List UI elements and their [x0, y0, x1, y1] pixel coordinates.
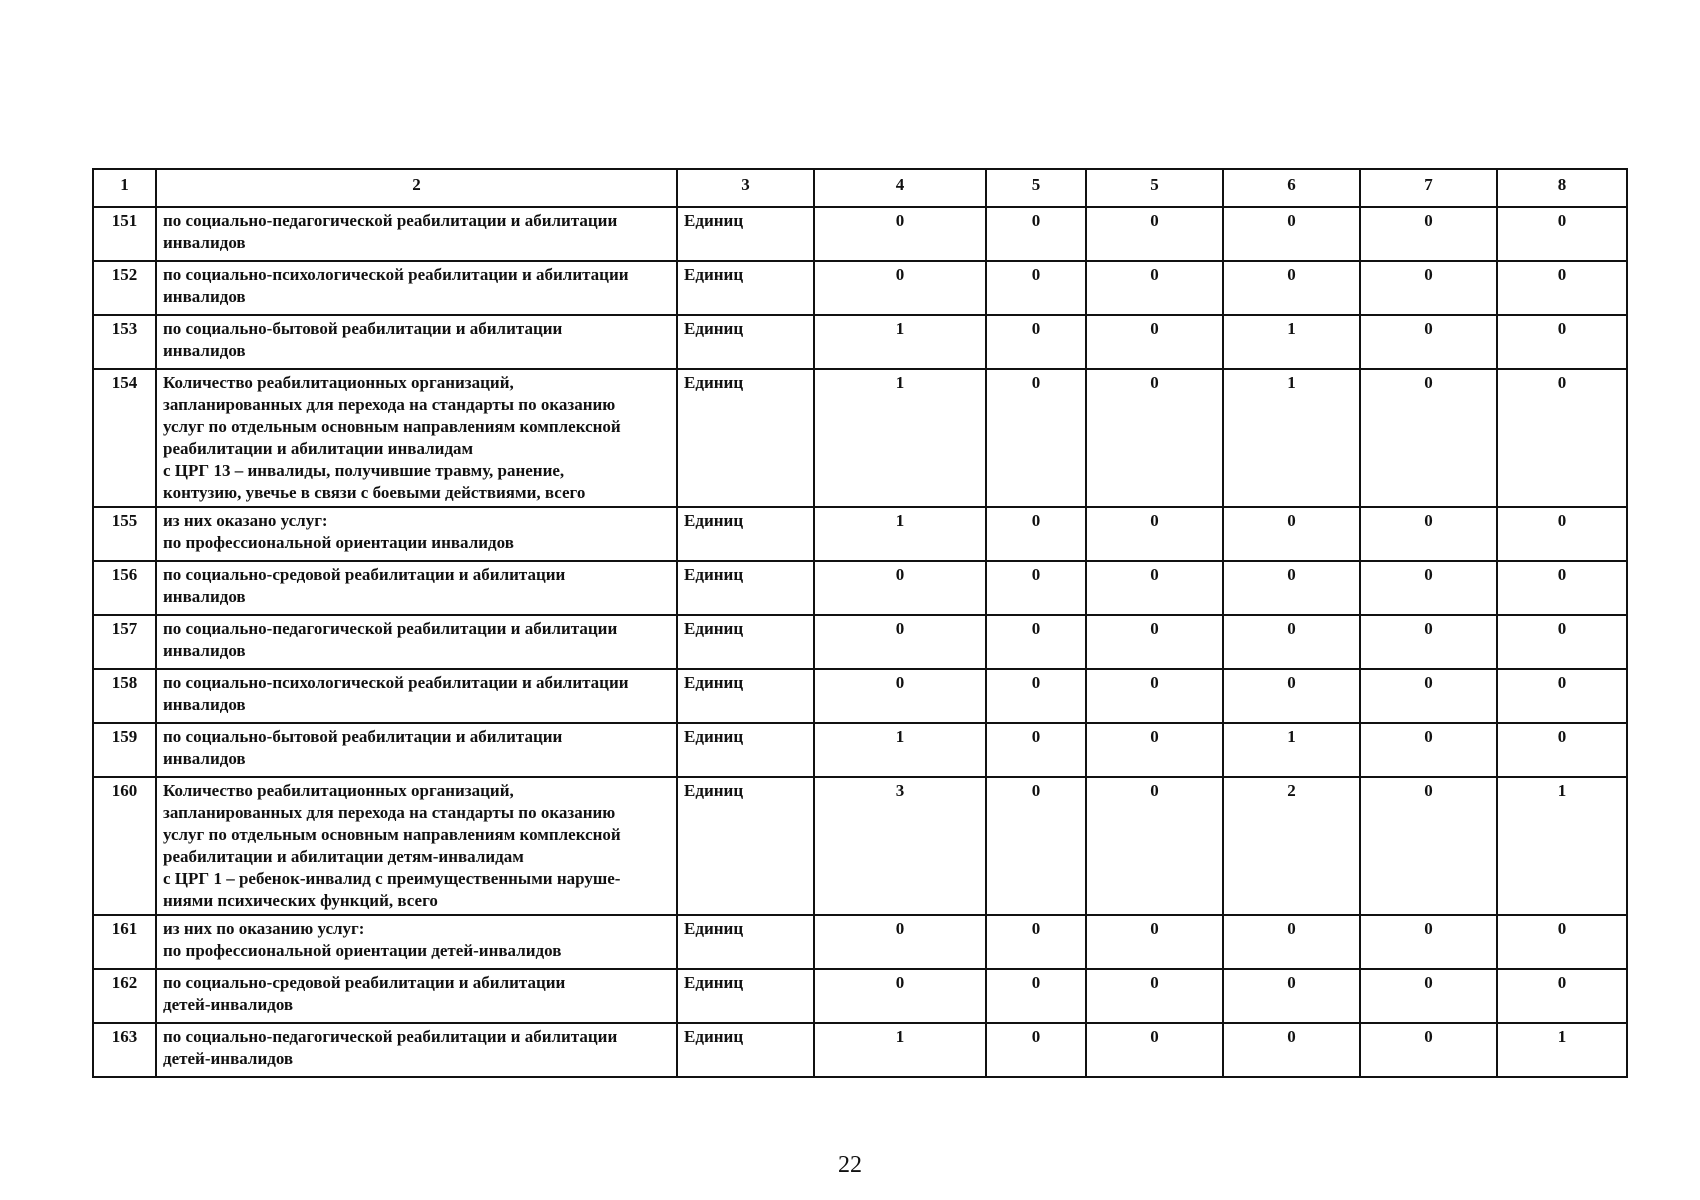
- value-cell: 0: [814, 261, 986, 315]
- description-line: инвалидов: [163, 341, 246, 360]
- table-row: [93, 669, 1627, 723]
- value-cell: 0: [1223, 1023, 1360, 1077]
- value-cell: 0: [1360, 369, 1497, 507]
- unit-cell: Единиц: [677, 777, 814, 915]
- indicator-description-cell: [156, 561, 677, 615]
- value-cell: 0: [986, 615, 1086, 669]
- row-number-cell: 156: [93, 561, 156, 615]
- row-number-cell: 152: [93, 261, 156, 315]
- row-number-cell: 155: [93, 507, 156, 561]
- value-cell: 0: [986, 507, 1086, 561]
- value-cell: 0: [814, 969, 986, 1023]
- unit-cell: Единиц: [677, 369, 814, 507]
- value-cell: 0: [1086, 777, 1223, 915]
- value-cell: 0: [1086, 915, 1223, 969]
- value-cell: 1: [814, 723, 986, 777]
- description-line: по социально-средовой реабилитации и абилитации: [163, 565, 566, 584]
- value-cell: 0: [1223, 561, 1360, 615]
- value-cell: 0: [986, 261, 1086, 315]
- table-header-row: [93, 169, 1627, 207]
- statistics-table: [92, 168, 1628, 1078]
- description-line: контузию, увечье в связи с боевыми действиями, всего: [163, 483, 586, 502]
- unit-cell: Единиц: [677, 261, 814, 315]
- table-row: [93, 261, 1627, 315]
- value-cell: 0: [814, 615, 986, 669]
- table-row: [93, 777, 1627, 915]
- description-line: запланированных для перехода на стандарты по оказанию: [163, 395, 616, 414]
- value-cell: 0: [1497, 369, 1627, 507]
- value-cell: 0: [1086, 615, 1223, 669]
- value-cell: 0: [1497, 669, 1627, 723]
- row-number-cell: 154: [93, 369, 156, 507]
- table-row: [93, 561, 1627, 615]
- value-cell: 0: [1360, 615, 1497, 669]
- description-line: из них оказано услуг:: [163, 511, 328, 530]
- column-header-cell: 4: [814, 169, 986, 207]
- value-cell: 0: [1086, 261, 1223, 315]
- unit-cell: Единиц: [677, 915, 814, 969]
- value-cell: 0: [1223, 261, 1360, 315]
- page-number: 22: [838, 1152, 862, 1178]
- description-line: инвалидов: [163, 641, 246, 660]
- value-cell: 0: [986, 723, 1086, 777]
- value-cell: 0: [1223, 969, 1360, 1023]
- table-row: [93, 915, 1627, 969]
- value-cell: 0: [1497, 261, 1627, 315]
- value-cell: 0: [986, 561, 1086, 615]
- value-cell: 0: [1360, 969, 1497, 1023]
- value-cell: 1: [1223, 369, 1360, 507]
- table-row: [93, 615, 1627, 669]
- description-line: с ЦРГ 1 – ребенок-инвалид с преимущественными наруше-: [163, 869, 621, 888]
- value-cell: 0: [1086, 561, 1223, 615]
- column-header-cell: 1: [93, 169, 156, 207]
- description-line: по социально-бытовой реабилитации и абилитации: [163, 319, 563, 338]
- value-cell: 0: [1223, 615, 1360, 669]
- description-line: по социально-педагогической реабилитации и абилитации: [163, 619, 618, 638]
- row-number-cell: 153: [93, 315, 156, 369]
- row-number-cell: 159: [93, 723, 156, 777]
- value-cell: 0: [986, 915, 1086, 969]
- value-cell: 1: [814, 315, 986, 369]
- value-cell: 1: [1497, 1023, 1627, 1077]
- unit-cell: Единиц: [677, 969, 814, 1023]
- value-cell: 0: [986, 669, 1086, 723]
- value-cell: 0: [1497, 969, 1627, 1023]
- description-line: по социально-педагогической реабилитации и абилитации: [163, 211, 618, 230]
- value-cell: 0: [1497, 723, 1627, 777]
- value-cell: 0: [1497, 207, 1627, 261]
- description-line: по социально-педагогической реабилитации и абилитации: [163, 1027, 618, 1046]
- indicator-description-cell: [156, 369, 677, 507]
- value-cell: 0: [1360, 261, 1497, 315]
- value-cell: 1: [814, 369, 986, 507]
- description-line: инвалидов: [163, 749, 246, 768]
- value-cell: 1: [814, 1023, 986, 1077]
- description-line: детей-инвалидов: [163, 995, 294, 1014]
- table-row: [93, 723, 1627, 777]
- unit-cell: Единиц: [677, 561, 814, 615]
- value-cell: 0: [1223, 507, 1360, 561]
- description-line: инвалидов: [163, 695, 246, 714]
- column-header-cell: 3: [677, 169, 814, 207]
- description-line: по социально-психологической реабилитации и абилитации: [163, 265, 629, 284]
- description-line: Количество реабилитационных организаций,: [163, 781, 514, 800]
- value-cell: 0: [1360, 315, 1497, 369]
- row-number-cell: 157: [93, 615, 156, 669]
- value-cell: 0: [1497, 915, 1627, 969]
- description-line: инвалидов: [163, 587, 246, 606]
- value-cell: 0: [1086, 969, 1223, 1023]
- row-number-cell: 161: [93, 915, 156, 969]
- unit-cell: Единиц: [677, 615, 814, 669]
- description-line: по профессиональной ориентации инвалидов: [163, 533, 514, 552]
- value-cell: 0: [1497, 615, 1627, 669]
- value-cell: 3: [814, 777, 986, 915]
- indicator-description-cell: [156, 723, 677, 777]
- indicator-description-cell: [156, 1023, 677, 1077]
- value-cell: 0: [1086, 315, 1223, 369]
- column-header-cell: 8: [1497, 169, 1627, 207]
- column-header-cell: 5: [986, 169, 1086, 207]
- indicator-description-cell: [156, 615, 677, 669]
- value-cell: 0: [1086, 369, 1223, 507]
- unit-cell: Единиц: [677, 723, 814, 777]
- description-line: по социально-бытовой реабилитации и абилитации: [163, 727, 563, 746]
- value-cell: 0: [1360, 669, 1497, 723]
- column-header-cell: 7: [1360, 169, 1497, 207]
- description-line: по профессиональной ориентации детей-инвалидов: [163, 941, 562, 960]
- value-cell: 0: [814, 915, 986, 969]
- table-row: [93, 315, 1627, 369]
- value-cell: 1: [1223, 315, 1360, 369]
- unit-cell: Единиц: [677, 207, 814, 261]
- indicator-description-cell: [156, 507, 677, 561]
- indicator-description-cell: [156, 207, 677, 261]
- value-cell: 1: [1223, 723, 1360, 777]
- description-line: запланированных для перехода на стандарты по оказанию: [163, 803, 616, 822]
- value-cell: 0: [814, 669, 986, 723]
- value-cell: 0: [1223, 669, 1360, 723]
- value-cell: 1: [1497, 777, 1627, 915]
- row-number-cell: 160: [93, 777, 156, 915]
- value-cell: 0: [1360, 915, 1497, 969]
- value-cell: 0: [814, 561, 986, 615]
- value-cell: 0: [1360, 777, 1497, 915]
- table-row: [93, 207, 1627, 261]
- value-cell: 0: [986, 1023, 1086, 1077]
- indicator-description-cell: [156, 315, 677, 369]
- description-line: из них по оказанию услуг:: [163, 919, 365, 938]
- row-number-cell: 158: [93, 669, 156, 723]
- description-line: по социально-психологической реабилитации и абилитации: [163, 673, 629, 692]
- description-line: инвалидов: [163, 233, 246, 252]
- indicator-description-cell: [156, 969, 677, 1023]
- value-cell: 0: [1360, 1023, 1497, 1077]
- value-cell: 0: [1360, 561, 1497, 615]
- value-cell: 0: [1223, 207, 1360, 261]
- value-cell: 0: [1086, 669, 1223, 723]
- description-line: реабилитации и абилитации детям-инвалидам: [163, 847, 524, 866]
- unit-cell: Единиц: [677, 315, 814, 369]
- value-cell: 0: [1497, 507, 1627, 561]
- description-line: с ЦРГ 13 – инвалиды, получившие травму, ранение,: [163, 461, 565, 480]
- value-cell: 0: [1360, 507, 1497, 561]
- row-number-cell: 163: [93, 1023, 156, 1077]
- indicator-description-cell: [156, 261, 677, 315]
- row-number-cell: 151: [93, 207, 156, 261]
- value-cell: 0: [1086, 207, 1223, 261]
- description-line: услуг по отдельным основным направлениям комплексной: [163, 825, 621, 844]
- indicator-description-cell: [156, 777, 677, 915]
- value-cell: 0: [986, 315, 1086, 369]
- indicator-description-cell: [156, 915, 677, 969]
- value-cell: 0: [1086, 1023, 1223, 1077]
- column-header-cell: 2: [156, 169, 677, 207]
- value-cell: 1: [814, 507, 986, 561]
- value-cell: 0: [986, 969, 1086, 1023]
- table-row: [93, 1023, 1627, 1077]
- value-cell: 0: [1497, 561, 1627, 615]
- value-cell: 0: [986, 369, 1086, 507]
- column-header-cell: 6: [1223, 169, 1360, 207]
- value-cell: 0: [1086, 507, 1223, 561]
- table-row: [93, 507, 1627, 561]
- unit-cell: Единиц: [677, 669, 814, 723]
- value-cell: 2: [1223, 777, 1360, 915]
- value-cell: 0: [1360, 207, 1497, 261]
- description-line: инвалидов: [163, 287, 246, 306]
- description-line: детей-инвалидов: [163, 1049, 294, 1068]
- indicator-description-cell: [156, 669, 677, 723]
- value-cell: 0: [814, 207, 986, 261]
- unit-cell: Единиц: [677, 1023, 814, 1077]
- column-header-cell: 5: [1086, 169, 1223, 207]
- value-cell: 0: [1360, 723, 1497, 777]
- table-row: [93, 369, 1627, 507]
- description-line: услуг по отдельным основным направлениям комплексной: [163, 417, 621, 436]
- value-cell: 0: [1497, 315, 1627, 369]
- value-cell: 0: [1223, 915, 1360, 969]
- row-number-cell: 162: [93, 969, 156, 1023]
- value-cell: 0: [986, 777, 1086, 915]
- description-line: реабилитации и абилитации инвалидам: [163, 439, 474, 458]
- value-cell: 0: [986, 207, 1086, 261]
- value-cell: 0: [1086, 723, 1223, 777]
- unit-cell: Единиц: [677, 507, 814, 561]
- table-row: [93, 969, 1627, 1023]
- table-body: [93, 169, 1627, 1077]
- description-line: Количество реабилитационных организаций,: [163, 373, 514, 392]
- description-line: ниями психических функций, всего: [163, 891, 438, 910]
- description-line: по социально-средовой реабилитации и абилитации: [163, 973, 566, 992]
